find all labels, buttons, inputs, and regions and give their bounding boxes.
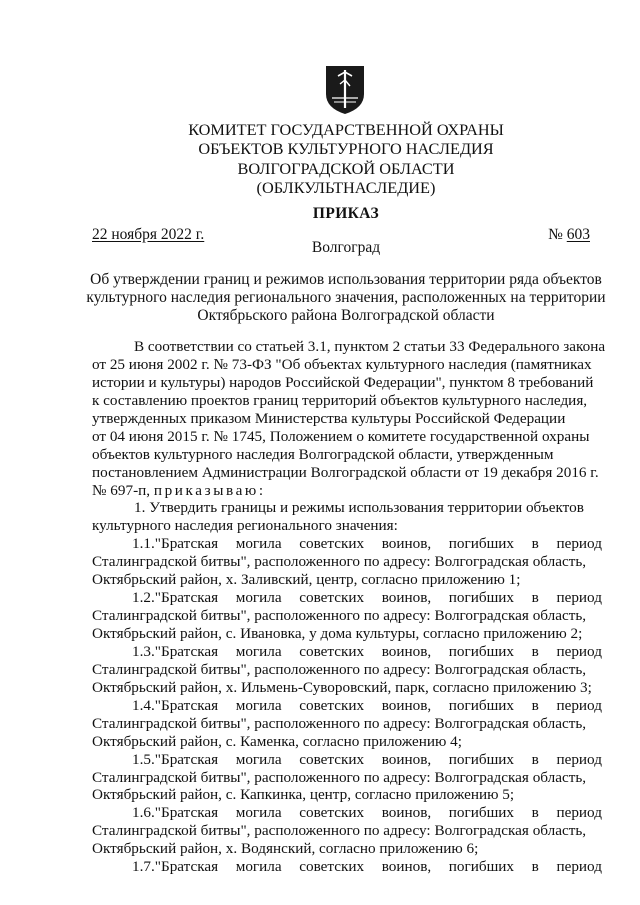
org-line: ОБЪЕКТОВ КУЛЬТУРНОГО НАСЛЕДИЯ (198, 139, 494, 159)
order-date: 22 ноября 2022 г. (92, 226, 205, 243)
org-line: (ОБЛКУЛЬТНАСЛЕДИЕ) (256, 178, 436, 198)
item-line: Сталинградской битвы", расположенного по адресу: Волгоградская область, (92, 660, 587, 678)
item-first-word: 1.4."Братская (132, 696, 219, 714)
org-line: ВОЛГОГРАДСКОЙ ОБЛАСТИ (237, 158, 455, 178)
order-subject (80, 271, 612, 324)
list-item: 1.6."Братская могила советских воинов, погибших в период (132, 804, 602, 822)
list-item: 1.3."Братская могила советских воинов, погибших в период (132, 642, 602, 660)
order-body (92, 338, 606, 876)
document-title: ПРИКАЗ (312, 205, 380, 222)
item-line: Сталинградской битвы", расположенного по адресу: Волгоградская область, (92, 714, 587, 732)
item-line: Сталинградской битвы", расположенного по адресу: Волгоградская область, (92, 822, 587, 840)
item-first-word: 1.7."Братская (132, 858, 219, 876)
org-line: КОМИТЕТ ГОСУДАРСТВЕННОЙ ОХРАНЫ (188, 120, 504, 139)
list-item: 1.5."Братская могила советских воинов, погибших в период (132, 750, 602, 768)
organization-name (100, 120, 592, 198)
list-item: 1.7."Братская могила советских воинов, погибших в период (132, 858, 602, 876)
item-line: Октябрьский район, с. Капкинка, центр, согласно приложению 5; (92, 786, 515, 804)
item-first-word: 1.2."Братская (132, 589, 219, 607)
item-line: Сталинградской битвы", расположенного по адресу: Волгоградская область, (92, 607, 587, 625)
order-city: Волгоград (311, 239, 381, 256)
subject-line: Об утверждении границ и режимов использования территории ряда объектов (90, 271, 602, 288)
item-line: Сталинградской битвы", расположенного по адресу: Волгоградская область, (92, 553, 587, 571)
order-number-value: 603 (566, 226, 590, 243)
subject-line: Октябрьского района Волгоградской области (197, 306, 495, 324)
item-first-word: 1.5."Братская (132, 750, 219, 768)
item-first-word: 1.6."Братская (132, 804, 219, 822)
preamble-line: объектов культурного наследия Волгоградской области, утвержденным (92, 445, 554, 463)
subject-line: культурного наследия регионального значения, расположенных на территории (86, 288, 606, 306)
list-item: 1.1."Братская могила советских воинов, погибших в период (132, 535, 602, 553)
preamble-line (92, 482, 602, 500)
list-item: 1.4."Братская могила советских воинов, погибших в период (132, 696, 602, 714)
preamble-line: от 25 июня 2002 г. № 73-ФЗ "Об объектах культурного наследия (памятниках (92, 355, 592, 373)
clause-line: 1. Утвердить границы и режимы использования территории объектов (134, 499, 584, 517)
preamble-line: истории и культуры) народов Российской Федерации", пунктом 8 требований (92, 373, 594, 391)
preamble-line: к составлению проектов границ территорий объектов культурного наследия, (92, 391, 588, 409)
item-line: Октябрьский район, с. Каменка, согласно приложению 4; (92, 732, 462, 750)
coat-of-arms-icon (324, 64, 366, 116)
item-line: Октябрьский район, х. Ильмень-Суворовский, парк, согласно приложению 3; (92, 678, 592, 696)
clause-line: культурного наследия регионального значения: (92, 517, 398, 535)
preamble-prefix: № 697-п, (92, 481, 151, 499)
order-number-prefix: № (548, 226, 563, 243)
preamble-line: от 04 июня 2015 г. № 1745, Положением о комитете государственной охраны (92, 427, 590, 445)
item-line: Октябрьский район, х. Заливский, центр, согласно приложению 1; (92, 571, 521, 589)
preamble-line: постановлением Администрации Волгоградской области от 19 декабря 2016 г. (92, 463, 599, 481)
preamble-line: В соответствии со статьей 3.1, пунктом 2 статьи 33 Федерального закона (134, 338, 606, 355)
list-item: 1.2."Братская могила советских воинов, погибших в период (132, 589, 602, 607)
item-line: Октябрьский район, с. Ивановка, у дома культуры, согласно приложению 2; (92, 625, 583, 642)
order-directive: приказываю: (153, 481, 266, 499)
preamble-line: утвержденных приказом Министерства культуры Российской Федерации (92, 409, 566, 427)
item-first-word: 1.3."Братская (132, 642, 219, 660)
item-line: Октябрьский район, х. Водянский, согласно приложению 6; (92, 840, 479, 858)
item-line: Сталинградской битвы", расположенного по адресу: Волгоградская область, (92, 768, 587, 786)
item-first-word: 1.1."Братская (132, 535, 219, 553)
